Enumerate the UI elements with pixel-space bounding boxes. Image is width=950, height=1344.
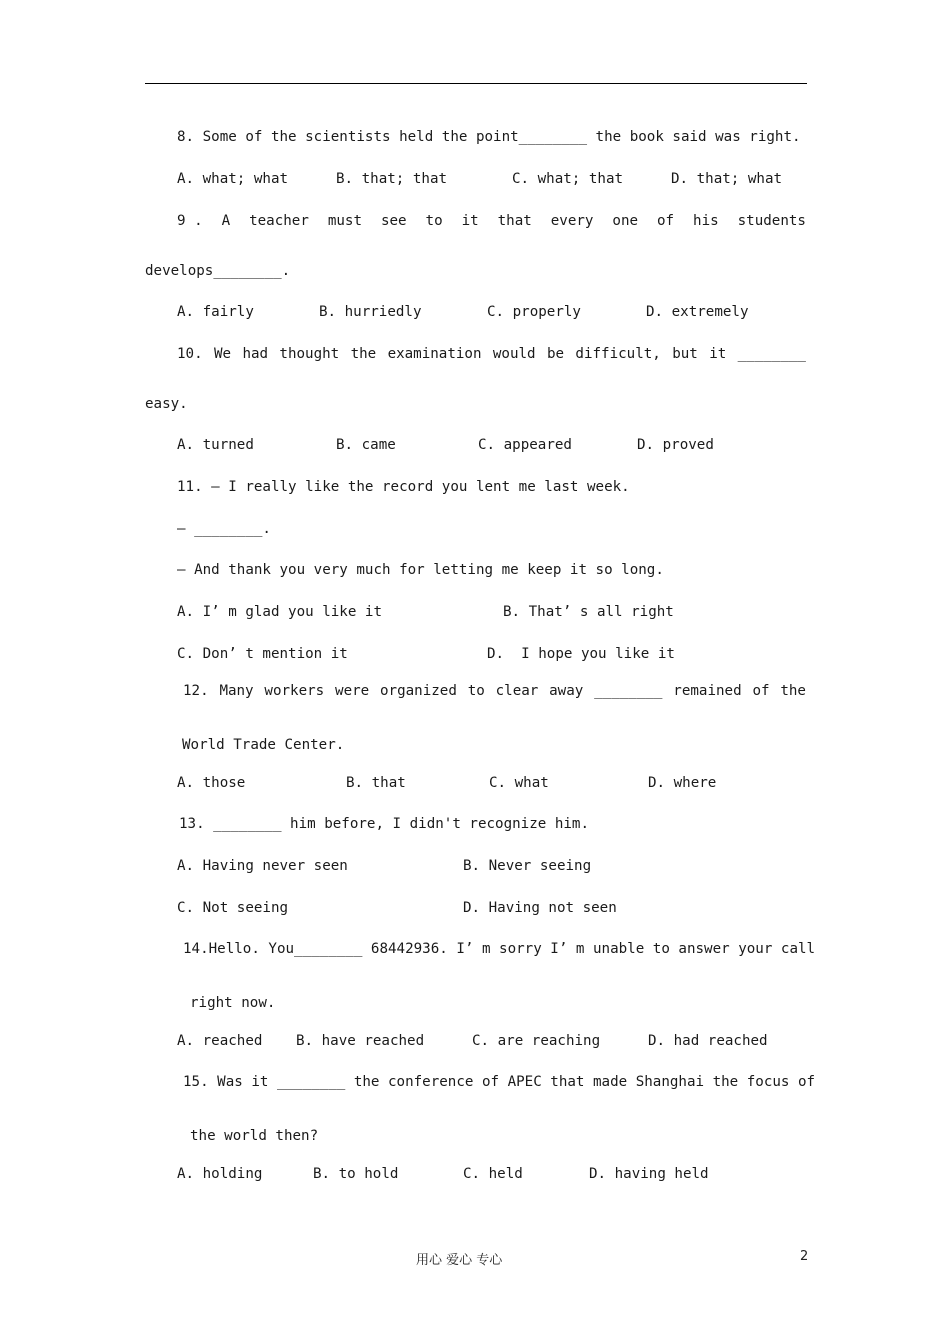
q14-stem-continued: right now. (190, 995, 276, 1011)
q10-word: the (350, 346, 377, 362)
q11-option-c: C. Don’ t mention it (177, 646, 348, 662)
q10-stem (177, 345, 806, 363)
footer-motto: 用心 爱心 专心 (416, 1253, 503, 1268)
header-rule (145, 83, 807, 84)
q13-option-d: D. Having not seen (463, 900, 617, 916)
q9-word: it (461, 213, 479, 229)
q10-option-c: C. appeared (478, 437, 572, 453)
q12-option-c: C. what (489, 775, 549, 791)
q10-option-d: D. proved (637, 437, 714, 453)
q14-option-a: A. reached (177, 1033, 263, 1049)
q13-option-c: C. Not seeing (177, 900, 289, 916)
q10-option-b: B. came (336, 437, 396, 453)
q10-word: 10. (177, 346, 203, 362)
q9-word: A (221, 213, 231, 229)
q9-word: teacher (249, 213, 309, 229)
q12-stem (183, 682, 806, 700)
q13-option-b: B. Never seeing (463, 858, 592, 874)
q12-word: of (752, 683, 770, 699)
q8-option-a: A. what; what (177, 171, 289, 187)
q15-option-c: C. held (463, 1166, 523, 1182)
q10-word: but (672, 346, 698, 362)
q9-word: one (612, 213, 639, 229)
q12-word: to (467, 683, 485, 699)
q9-stem (177, 212, 806, 230)
q11-dialogue-blank: — ________. (177, 521, 271, 537)
q9-word: of (657, 213, 675, 229)
q12-word: workers (264, 683, 325, 699)
q12-stem-continued: World Trade Center. (182, 737, 345, 753)
q10-word: ________ (737, 346, 806, 362)
q9-word: his (693, 213, 719, 229)
q15-option-d: D. having held (589, 1166, 709, 1182)
q10-word: examination (387, 346, 482, 362)
q13-stem: 13. ________ him before, I didn't recognize him. (179, 816, 589, 832)
q9-word: must (327, 213, 362, 229)
q15-stem: 15. Was it ________ the conference of APEC that made Shanghai the focus of (183, 1074, 816, 1090)
q9-option-b: B. hurriedly (319, 304, 422, 320)
q8-option-d: D. that; what (671, 171, 783, 187)
q10-word: had (242, 346, 269, 362)
q13-option-a: A. Having never seen (177, 858, 348, 874)
q10-stem-continued: easy. (145, 396, 188, 412)
q9-word: 9 . (177, 213, 203, 229)
q9-stem-continued: develops________. (145, 263, 291, 279)
q10-option-a: A. turned (177, 437, 254, 453)
q12-word: remained (673, 683, 742, 699)
q9-word: that (497, 213, 532, 229)
q12-option-b: B. that (346, 775, 406, 791)
q9-word: to (425, 213, 443, 229)
q12-word: Many (219, 683, 254, 699)
q11-option-b: B. That’ s all right (503, 604, 674, 620)
q9-option-d: D. extremely (646, 304, 749, 320)
q14-option-c: C. are reaching (472, 1033, 601, 1049)
q11-option-d: D. I hope you like it (487, 646, 675, 662)
q11-dialogue-reply: — And thank you very much for letting me keep it so long. (177, 562, 664, 578)
q9-word: students (737, 213, 806, 229)
q10-word: difficult, (575, 346, 661, 362)
q12-word: were (335, 683, 370, 699)
q9-option-c: C. properly (487, 304, 581, 320)
q14-option-b: B. have reached (296, 1033, 425, 1049)
q10-word: be (546, 346, 565, 362)
q10-word: We (213, 346, 232, 362)
q9-option-a: A. fairly (177, 304, 254, 320)
q11-option-a: A. I’ m glad you like it (177, 604, 382, 620)
q12-option-a: A. those (177, 775, 246, 791)
page-number: 2 (800, 1249, 809, 1264)
q15-option-b: B. to hold (313, 1166, 399, 1182)
q15-stem-continued: the world then? (190, 1128, 319, 1144)
q15-option-a: A. holding (177, 1166, 263, 1182)
q12-word: clear (495, 683, 539, 699)
q10-word: would (492, 346, 536, 362)
q12-option-d: D. where (648, 775, 717, 791)
q8-option-c: C. what; that (512, 171, 624, 187)
q12-word: ________ (594, 683, 663, 699)
q14-stem: 14.Hello. You________ 68442936. I’ m sorry I’ m unable to answer your call (183, 941, 816, 957)
q8-stem: 8. Some of the scientists held the point________ the book said was right. (177, 129, 801, 145)
q12-word: the (780, 683, 806, 699)
q9-word: every (550, 213, 594, 229)
q9-word: see (380, 213, 407, 229)
q10-word: thought (279, 346, 340, 362)
q8-option-b: B. that; that (336, 171, 448, 187)
q12-word: away (549, 683, 584, 699)
q12-word: organized (380, 683, 457, 699)
q12-word: 12. (183, 683, 209, 699)
q14-option-d: D. had reached (648, 1033, 768, 1049)
q10-word: it (709, 346, 727, 362)
q11-stem: 11. — I really like the record you lent me last week. (177, 479, 630, 495)
